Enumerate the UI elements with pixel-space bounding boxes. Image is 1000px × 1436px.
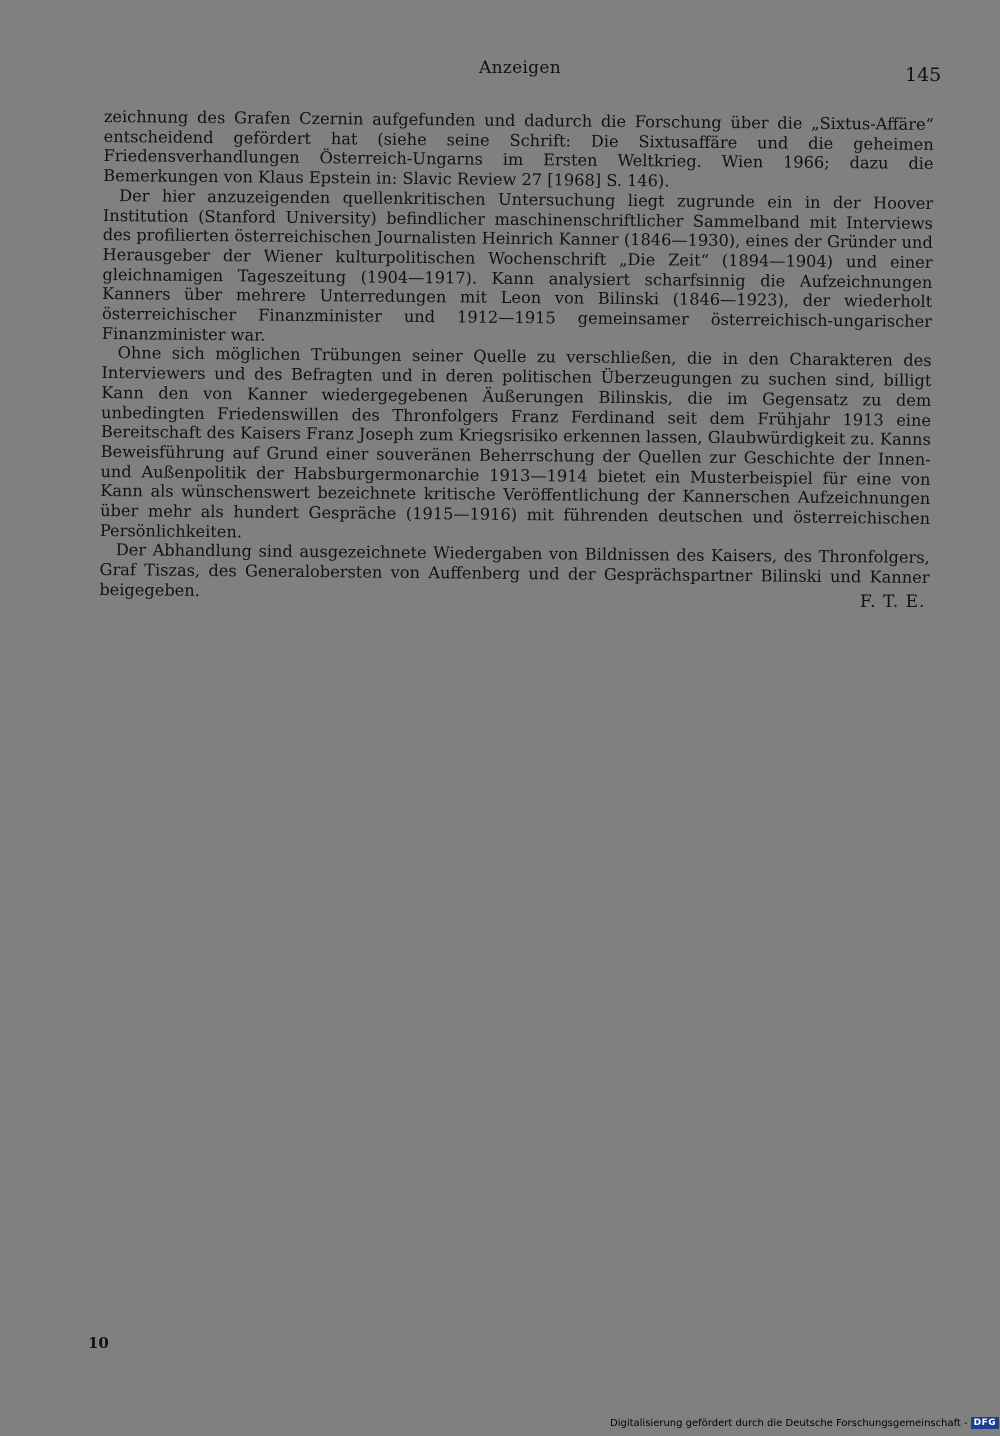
dfg-logo-icon: DFG <box>971 1417 1000 1429</box>
digitization-footer <box>610 1417 999 1429</box>
signature-mark: 10 <box>88 1334 109 1352</box>
footer-text: Digitalisierung gefördert durch die Deutsche Forschungsgemeinschaft - <box>610 1417 968 1429</box>
body-text <box>99 107 934 608</box>
paragraph: Der hier anzuzeigenden quellenkritischen Untersuchung liegt zugrunde ein in der Hoover Institution (Stanford University) befindlicher maschinenschriftlicher Sammelband mit Interviews des profilierten österreichischen Journalisten Heinrich Kanner (1846—1930), eines der Gründer und Herausgeber der Wiener kulturpolitischen Wochenschrift „Die Zeit“ (1894—1904) und einer gleichnamigen Tageszeitung (1904—1917). Kann analysiert scharfsinnig die Aufzeichnungen Kanners über mehrere Unterredungen mit Leon von Bilinski (1846—1923), der wiederholt österreichischer Finanzminister und 1912—1915 gemeinsamer österreichisch-ungarischer Finanzminister war. <box>101 185 934 345</box>
running-head: Anzeigen <box>479 58 561 78</box>
paragraph: Ohne sich möglichen Trübungen seiner Quelle zu verschließen, die in den Charakteren des Interviewers und des Befragten und in deren politischen Überzeugungen zu suchen sind, billigt Kann den von Kanner wiedergegebenen Äußerungen Bilinskis, die im Gegensatz zu dem unbedingten Friedenswillen des Thronfolgers Franz Ferdinand seit dem Frühjahr 1913 eine Bereitschaft des Kaisers Franz Joseph zum Kriegsrisiko erkennen lassen, Glaubwürdigkeit zu. Kanns Beweisführung auf Grund einer souveränen Beherrschung der Quellen zur Geschichte der Innen- und Außenpolitik der Habsburgermonarchie 1913—1914 bietet ein Musterbeispiel für eine von Kann als wünschenswert bezeichnete kritische Veröffentlichung der Kannerschen Aufzeichnungen über mehr als hundert Gespräche (1915—1916) mit führenden deutschen und österreichischen Persönlichkeiten. <box>99 343 932 542</box>
page-number: 145 <box>905 64 942 86</box>
paragraph: zeichnung des Grafen Czernin aufgefunden und dadurch die Forschung über die „Sixtus-Affäre“ entscheidend gefördert hat (siehe seine Schrift: Die Sixtusaffäre und die geheimen Friedensverhandlungen Österreich-Ungarns im Ersten Weltkrieg. Wien 1966; dazu die Bemerkungen von Klaus Epstein in: Slavic Review 27 [1968] S. 146). <box>103 107 934 191</box>
author-initials: F. T. E. <box>860 592 926 612</box>
paragraph: Der Abhandlung sind ausgezeichnete Wiedergaben von Bildnissen des Kaisers, des Thronfolgers, Graf Tiszas, des Generalobersten von Auffenberg und der Gesprächspartner Bilinski und Kanner beigegeben. <box>99 540 930 600</box>
